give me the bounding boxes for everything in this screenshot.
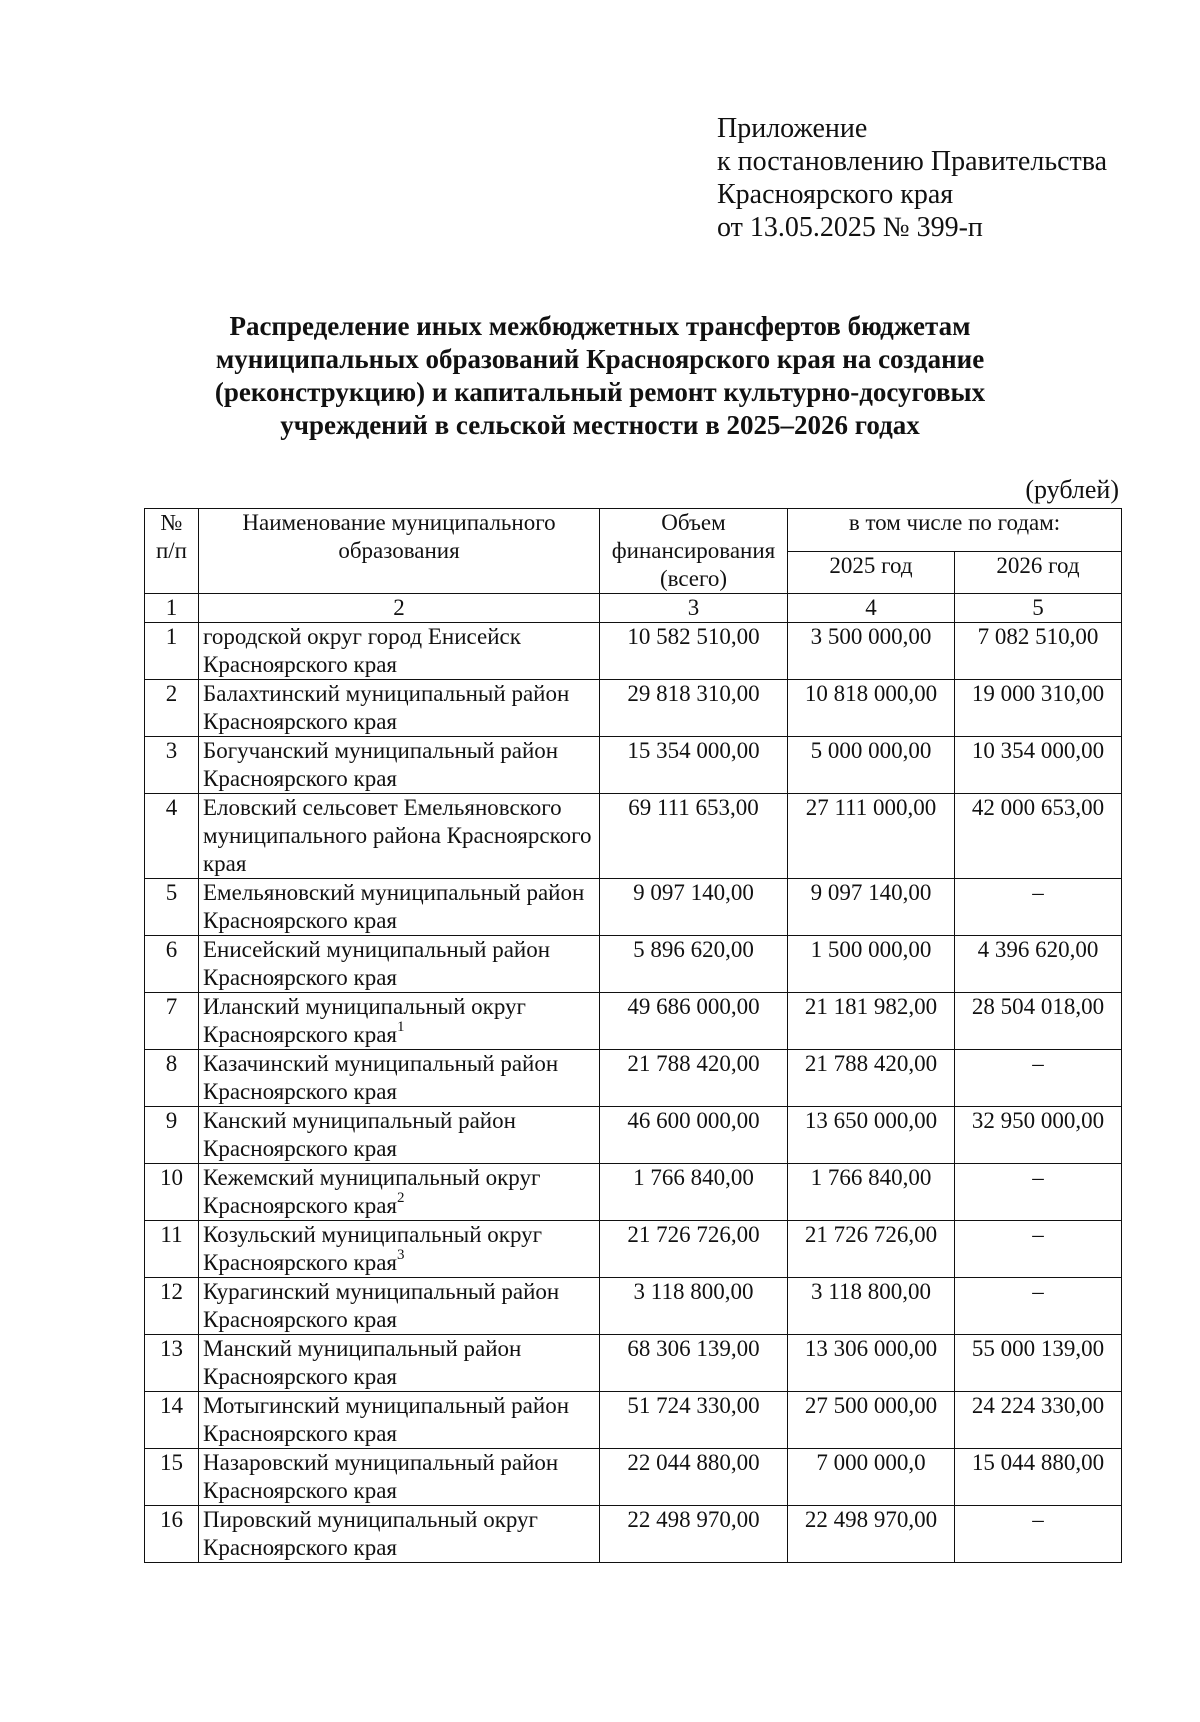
table-row — [145, 993, 1122, 1050]
amount-2025-cell — [788, 1164, 955, 1221]
total-amount-cell — [600, 993, 788, 1050]
amount-2025-text: 3 500 000,00 — [810, 624, 932, 649]
municipality-name-cell — [199, 1506, 600, 1563]
municipality-name-cell — [199, 1335, 600, 1392]
footnote-marker: 2 — [397, 1190, 405, 1207]
amount-2025-cell — [788, 680, 955, 737]
amount-2026-text: – — [1032, 1051, 1044, 1076]
header-num: № п/п — [145, 509, 199, 594]
amount-2026-text: – — [1032, 880, 1044, 905]
amount-2025-text: 27 500 000,00 — [804, 1393, 938, 1418]
municipality-name-cell — [199, 879, 600, 936]
amount-2026-text: 7 082 510,00 — [977, 624, 1099, 649]
table-row — [145, 1392, 1122, 1449]
total-amount-cell — [600, 1278, 788, 1335]
table-row — [145, 680, 1122, 737]
row-number-cell — [145, 1050, 199, 1107]
row-number-cell — [145, 879, 199, 936]
row-number-text: 5 — [165, 880, 178, 905]
municipality-name-cell — [199, 1449, 600, 1506]
total-amount-text: 22 044 880,00 — [627, 1450, 760, 1475]
amount-2026-cell — [955, 1449, 1122, 1506]
table-row — [145, 879, 1122, 936]
amount-2025-cell — [788, 1449, 955, 1506]
footnote-marker: 3 — [397, 1247, 405, 1264]
title-line: (реконструкцию) и капитальный ремонт культурно-досуговых — [214, 377, 986, 407]
total-amount-text: 10 582 510,00 — [627, 624, 760, 649]
table-row — [145, 1221, 1122, 1278]
amount-2026-text: 15 044 880,00 — [971, 1450, 1105, 1475]
amount-2025-text: 21 181 982,00 — [804, 994, 938, 1019]
appendix-line: Приложение — [717, 113, 868, 144]
total-amount-cell — [600, 794, 788, 879]
amount-2026-cell — [955, 1335, 1122, 1392]
municipality-name-text: Кежемский муниципальный округ Красноярского края — [203, 1165, 541, 1218]
amount-2026-cell — [955, 879, 1122, 936]
header-name: Наименование муниципального образования — [199, 509, 600, 594]
municipality-name-cell — [199, 737, 600, 794]
row-number-text: 7 — [165, 994, 178, 1019]
municipality-name-cell — [199, 680, 600, 737]
municipality-name-cell — [199, 993, 600, 1050]
row-number-text: 15 — [160, 1450, 183, 1475]
row-number-text: 1 — [165, 624, 178, 649]
total-amount-text: 15 354 000,00 — [627, 738, 760, 763]
header-2025: 2025 год — [788, 551, 955, 594]
row-number-text: 10 — [160, 1165, 183, 1190]
total-amount-cell — [600, 1392, 788, 1449]
table-row — [145, 1449, 1122, 1506]
amount-2026-text: – — [1032, 1279, 1044, 1304]
amount-2025-cell — [788, 936, 955, 993]
amount-2026-text: 42 000 653,00 — [971, 795, 1105, 820]
municipality-name-cell — [199, 1164, 600, 1221]
amount-2025-text: 3 118 800,00 — [811, 1279, 931, 1304]
municipality-name-text: Енисейский муниципальный район Красноярского края — [203, 937, 551, 990]
total-amount-cell — [600, 1221, 788, 1278]
row-number-cell — [145, 936, 199, 993]
row-number-cell — [145, 1278, 199, 1335]
row-number-text: 14 — [160, 1393, 183, 1418]
row-number-text: 8 — [165, 1051, 178, 1076]
municipality-name-cell — [199, 1221, 600, 1278]
amount-2025-text: 13 306 000,00 — [804, 1336, 938, 1361]
row-number-cell — [145, 1449, 199, 1506]
municipality-name-cell — [199, 794, 600, 879]
row-number-cell — [145, 794, 199, 879]
row-number-text: 16 — [160, 1507, 183, 1532]
municipality-name-text: Иланский муниципальный округ Красноярского края — [203, 994, 526, 1047]
amount-2025-cell — [788, 737, 955, 794]
municipality-name-text: Пировский муниципальный округ Красноярского края — [203, 1507, 538, 1560]
total-amount-text: 29 818 310,00 — [627, 681, 760, 706]
amount-2025-text: 22 498 970,00 — [804, 1507, 938, 1532]
row-number-text: 12 — [160, 1279, 183, 1304]
municipality-name-cell — [199, 623, 600, 680]
total-amount-cell — [600, 1107, 788, 1164]
amount-2026-text: 24 224 330,00 — [971, 1393, 1105, 1418]
amount-2026-cell — [955, 1164, 1122, 1221]
title-line: муниципальных образований Красноярского края на создание — [215, 344, 985, 374]
municipality-name-cell — [199, 936, 600, 993]
amount-2025-cell — [788, 1392, 955, 1449]
row-number-cell — [145, 1107, 199, 1164]
row-number-text: 11 — [160, 1222, 183, 1247]
total-amount-text: 1 766 840,00 — [633, 1165, 754, 1190]
amount-2025-cell — [788, 1107, 955, 1164]
total-amount-cell — [600, 1050, 788, 1107]
total-amount-cell — [600, 1506, 788, 1563]
municipality-name-text: Мотыгинский муниципальный район Красноярского края — [203, 1393, 570, 1446]
amount-2025-text: 1 766 840,00 — [810, 1165, 932, 1190]
column-index: 3 — [600, 594, 788, 623]
total-amount-text: 68 306 139,00 — [627, 1336, 760, 1361]
row-number-text: 6 — [165, 937, 178, 962]
appendix-line: от 13.05.2025 № 399-п — [717, 212, 983, 243]
table-row — [145, 1278, 1122, 1335]
row-number-cell — [145, 1335, 199, 1392]
total-amount-text: 3 118 800,00 — [633, 1279, 754, 1304]
amount-2026-cell — [955, 1392, 1122, 1449]
footnote-marker: 1 — [397, 1019, 405, 1036]
municipality-name-text: Назаровский муниципальный район Красноярского края — [203, 1450, 559, 1503]
amount-2025-cell — [788, 623, 955, 680]
amount-2026-text: 32 950 000,00 — [971, 1108, 1105, 1133]
row-number-text: 3 — [165, 738, 178, 763]
amount-2025-cell — [788, 1221, 955, 1278]
header-2026: 2026 год — [955, 551, 1122, 594]
column-index: 2 — [199, 594, 600, 623]
header-total: Объем финансирования (всего) — [600, 509, 788, 594]
units-label: (рублей) — [1025, 475, 1119, 504]
amount-2026-cell — [955, 623, 1122, 680]
amount-2026-text: – — [1032, 1165, 1044, 1190]
total-amount-cell — [600, 936, 788, 993]
amount-2026-cell — [955, 737, 1122, 794]
amount-2025-text: 7 000 000,0 — [816, 1450, 926, 1475]
amount-2025-text: 1 500 000,00 — [810, 937, 932, 962]
total-amount-text: 46 600 000,00 — [627, 1108, 760, 1133]
total-amount-text: 9 097 140,00 — [633, 880, 754, 905]
row-number-cell — [145, 623, 199, 680]
municipality-name-text: Емельяновский муниципальный район Красноярского края — [203, 880, 585, 933]
municipality-name-text: Балахтинский муниципальный район Красноярского края — [203, 681, 570, 734]
total-amount-cell — [600, 879, 788, 936]
row-number-cell — [145, 1221, 199, 1278]
amount-2026-text: 19 000 310,00 — [971, 681, 1105, 706]
amount-2026-text: 55 000 139,00 — [971, 1336, 1105, 1361]
amount-2026-cell — [955, 936, 1122, 993]
column-index-row — [145, 594, 1122, 623]
total-amount-text: 5 896 620,00 — [633, 937, 754, 962]
table-row — [145, 794, 1122, 879]
amount-2026-cell — [955, 1107, 1122, 1164]
table-row — [145, 1506, 1122, 1563]
amount-2026-text: 28 504 018,00 — [971, 994, 1105, 1019]
amount-2025-cell — [788, 1278, 955, 1335]
document-title — [140, 310, 1060, 442]
total-amount-text: 21 726 726,00 — [627, 1222, 760, 1247]
amount-2025-cell — [788, 1050, 955, 1107]
amount-2025-cell — [788, 879, 955, 936]
table-row — [145, 1107, 1122, 1164]
municipality-name-cell — [199, 1050, 600, 1107]
column-index: 1 — [145, 594, 199, 623]
municipality-name-cell — [199, 1107, 600, 1164]
title-line: учреждений в сельской местности в 2025–2026 годах — [280, 410, 920, 440]
amount-2025-cell — [788, 1335, 955, 1392]
total-amount-cell — [600, 737, 788, 794]
appendix-header — [717, 112, 1107, 244]
amount-2025-text: 21 788 420,00 — [804, 1051, 938, 1076]
amount-2025-text: 21 726 726,00 — [804, 1222, 938, 1247]
municipality-name-cell — [199, 1278, 600, 1335]
amount-2026-cell — [955, 993, 1122, 1050]
table-row — [145, 737, 1122, 794]
row-number-cell — [145, 1506, 199, 1563]
amount-2025-cell — [788, 993, 955, 1050]
municipality-name-text: Манский муниципальный район Красноярского края — [203, 1336, 522, 1389]
amount-2025-text: 9 097 140,00 — [810, 880, 932, 905]
total-amount-text: 49 686 000,00 — [627, 994, 760, 1019]
amount-2026-cell — [955, 1278, 1122, 1335]
municipality-name-text: Еловский сельсовет Емельяновского муниципального района Красноярского края — [203, 795, 592, 876]
total-amount-text: 51 724 330,00 — [627, 1393, 760, 1418]
amount-2025-text: 10 818 000,00 — [804, 681, 938, 706]
total-amount-text: 69 111 653,00 — [628, 795, 759, 820]
municipality-name-text: городской округ город Енисейск Красноярского края — [203, 624, 521, 677]
total-amount-text: 21 788 420,00 — [627, 1051, 760, 1076]
row-number-text: 13 — [160, 1336, 183, 1361]
amount-2025-text: 5 000 000,00 — [810, 738, 932, 763]
amount-2025-cell — [788, 794, 955, 879]
row-number-text: 9 — [165, 1108, 178, 1133]
column-index: 4 — [788, 594, 955, 623]
title-line: Распределение иных межбюджетных трансфертов бюджетам — [229, 311, 971, 341]
municipality-name-text: Канский муниципальный район Красноярского края — [203, 1108, 516, 1161]
amount-2026-text: 10 354 000,00 — [971, 738, 1105, 763]
row-number-cell — [145, 1164, 199, 1221]
table-row — [145, 623, 1122, 680]
municipality-name-cell — [199, 1392, 600, 1449]
column-index: 5 — [955, 594, 1122, 623]
table-row — [145, 1335, 1122, 1392]
total-amount-cell — [600, 1449, 788, 1506]
transfers-table — [144, 508, 1122, 1563]
total-amount-cell — [600, 1335, 788, 1392]
row-number-text: 2 — [165, 681, 178, 706]
amount-2026-cell — [955, 1506, 1122, 1563]
amount-2025-text: 27 111 000,00 — [805, 795, 937, 820]
municipality-name-text: Курагинский муниципальный район Красноярского края — [203, 1279, 560, 1332]
amount-2026-cell — [955, 1050, 1122, 1107]
header-by-years: в том числе по годам: — [788, 509, 1122, 552]
table-row — [145, 1164, 1122, 1221]
row-number-cell — [145, 993, 199, 1050]
amount-2026-cell — [955, 794, 1122, 879]
total-amount-text: 22 498 970,00 — [627, 1507, 760, 1532]
row-number-text: 4 — [165, 795, 178, 820]
total-amount-cell — [600, 623, 788, 680]
row-number-cell — [145, 737, 199, 794]
total-amount-cell — [600, 680, 788, 737]
amount-2026-text: 4 396 620,00 — [977, 937, 1099, 962]
amount-2025-text: 13 650 000,00 — [804, 1108, 938, 1133]
amount-2026-text: – — [1032, 1222, 1044, 1247]
amount-2025-cell — [788, 1506, 955, 1563]
row-number-cell — [145, 1392, 199, 1449]
municipality-name-text: Козульский муниципальный округ Красноярского края — [203, 1222, 543, 1275]
table-row — [145, 936, 1122, 993]
amount-2026-cell — [955, 1221, 1122, 1278]
municipality-name-text: Казачинский муниципальный район Красноярского края — [203, 1051, 559, 1104]
municipality-name-text: Богучанский муниципальный район Красноярского края — [203, 738, 559, 791]
amount-2026-cell — [955, 680, 1122, 737]
total-amount-cell — [600, 1164, 788, 1221]
row-number-cell — [145, 680, 199, 737]
table-row — [145, 1050, 1122, 1107]
amount-2026-text: – — [1032, 1507, 1044, 1532]
appendix-line: к постановлению Правительства — [717, 146, 1108, 177]
appendix-line: Красноярского края — [717, 179, 954, 210]
